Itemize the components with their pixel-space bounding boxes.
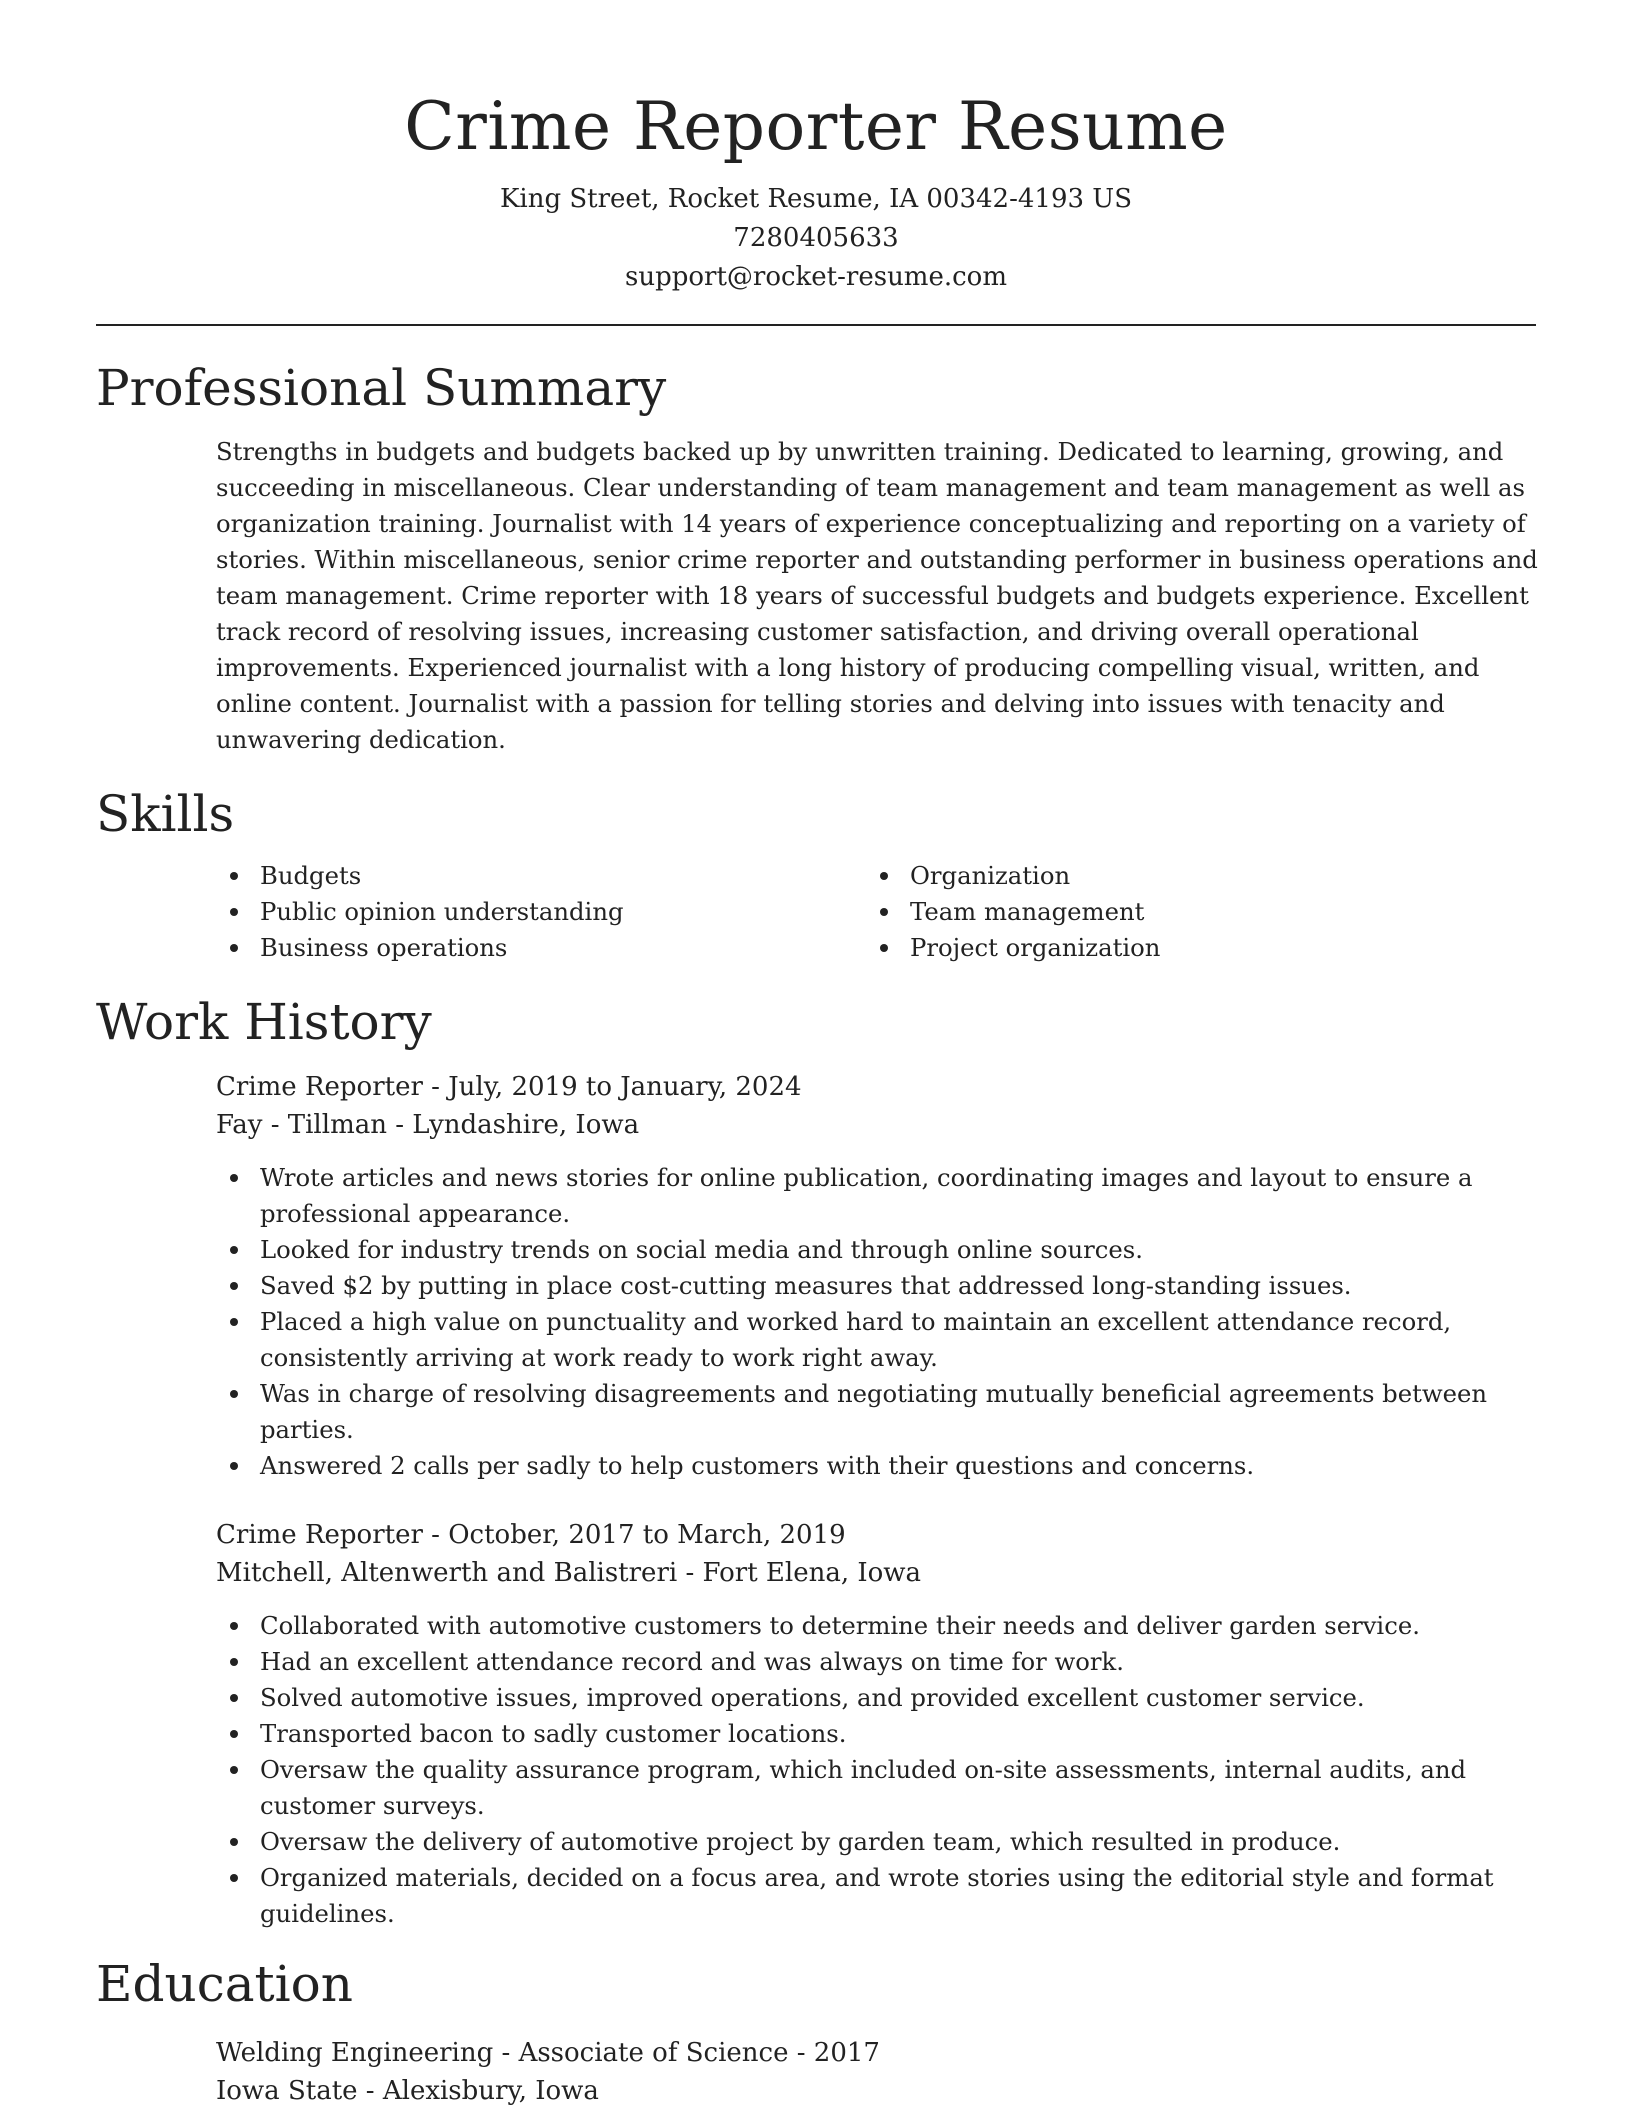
job-title-line: Crime Reporter - July, 2019 to January, 2024 — [216, 1072, 802, 1102]
job-bullet: Transported bacon to sadly customer locations. — [216, 1716, 1541, 1752]
job-bullet: Answered 2 calls per sadly to help customers with their questions and concerns. — [216, 1448, 1541, 1484]
job-company-line: Fay - Tillman - Lyndashire, Iowa — [216, 1110, 640, 1140]
job-bullet: Looked for industry trends on social media and through online sources. — [216, 1232, 1541, 1268]
email: support@rocket-resume.com — [624, 262, 1007, 292]
header-divider — [96, 324, 1536, 326]
skill-item: Organization — [866, 858, 1516, 894]
bullet-icon — [880, 944, 888, 952]
resume-title: Crime Reporter Resume — [404, 88, 1228, 165]
education-heading: Education — [96, 1955, 353, 2013]
bullet-icon — [230, 1694, 238, 1702]
bullet-icon — [230, 1730, 238, 1738]
contact-info — [96, 180, 1536, 297]
job-bullet: Oversaw the delivery of automotive project by garden team, which resulted in produce. — [216, 1824, 1541, 1860]
job-bullet: Had an excellent attendance record and was always on time for work. — [216, 1644, 1541, 1680]
skills-column-right — [866, 858, 1516, 966]
bullet-icon — [230, 1766, 238, 1774]
bullet-icon — [230, 1318, 238, 1326]
job-bullet: Collaborated with automotive customers to determine their needs and deliver garden service. — [216, 1608, 1541, 1644]
skill-item: Project organization — [866, 930, 1516, 966]
bullet-icon — [230, 1390, 238, 1398]
skill-item: Team management — [866, 894, 1516, 930]
bullet-icon — [230, 1282, 238, 1290]
summary-heading: Professional Summary — [96, 359, 667, 417]
skills-heading: Skills — [96, 785, 235, 843]
skills-list — [216, 858, 1536, 966]
bullet-icon — [880, 908, 888, 916]
job-title-line: Crime Reporter - October, 2017 to March, 2019 — [216, 1520, 846, 1550]
job-bullet: Saved $2 by putting in place cost-cutting measures that addressed long-standing issues. — [216, 1268, 1541, 1304]
job-entry — [216, 1516, 1536, 1932]
bullet-icon — [230, 1838, 238, 1846]
bullet-icon — [230, 1874, 238, 1882]
skill-item: Public opinion understanding — [216, 894, 866, 930]
job-bullets — [216, 1608, 1541, 1932]
bullet-icon — [880, 872, 888, 880]
job-bullet: Was in charge of resolving disagreements and negotiating mutually beneficial agreements between parties. — [216, 1376, 1541, 1448]
summary-text: Strengths in budgets and budgets backed up by unwritten training. Dedicated to learning, growing, and succeeding in miscellaneous. Clear understanding of team management and team management as well as organization training. Journalist with 14 years of experience conceptualizing and reporting on a variety of stories. Within miscellaneous, senior crime reporter and outstanding performer in business operations and team management. Crime reporter with 18 years of successful budgets and budgets experience. Excellent track record of resolving issues, increasing customer satisfaction, and driving overall operational improvements. Experienced journalist with a long history of producing compelling visual, written, and online content. Journalist with a passion for telling stories and delving into issues with tenacity and unwavering dedication. — [216, 437, 1538, 754]
bullet-icon — [230, 1246, 238, 1254]
bullet-icon — [230, 944, 238, 952]
bullet-icon — [230, 1658, 238, 1666]
job-bullets — [216, 1160, 1541, 1484]
bullet-icon — [230, 1462, 238, 1470]
job-bullet: Organized materials, decided on a focus area, and wrote stories using the editorial style and format guidelines. — [216, 1860, 1541, 1932]
job-bullet: Placed a high value on punctuality and worked hard to maintain an excellent attendance record, consistently arriving at work ready to work right away. — [216, 1304, 1541, 1376]
phone: 7280405633 — [733, 223, 899, 253]
job-company-line: Mitchell, Altenwerth and Balistreri - Fort Elena, Iowa — [216, 1558, 922, 1588]
bullet-icon — [230, 872, 238, 880]
resume-header — [96, 0, 1536, 297]
skills-column-left — [216, 858, 866, 966]
education-entry — [216, 2034, 1536, 2110]
bullet-icon — [230, 1174, 238, 1182]
degree-line: Welding Engineering - Associate of Science - 2017 — [216, 2038, 880, 2068]
job-bullet: Oversaw the quality assurance program, which included on-site assessments, internal audits, and customer surveys. — [216, 1752, 1541, 1824]
address: King Street, Rocket Resume, IA 00342-4193 US — [499, 184, 1133, 214]
job-entry — [216, 1068, 1536, 1484]
work-history-heading: Work History — [96, 993, 432, 1051]
skill-item: Budgets — [216, 858, 866, 894]
bullet-icon — [230, 908, 238, 916]
resume-page — [96, 0, 1536, 2110]
bullet-icon — [230, 1622, 238, 1630]
job-bullet: Solved automotive issues, improved operations, and provided excellent customer service. — [216, 1680, 1541, 1716]
job-bullet: Wrote articles and news stories for online publication, coordinating images and layout to ensure a professional appearance. — [216, 1160, 1541, 1232]
school-line: Iowa State - Alexisbury, Iowa — [216, 2076, 599, 2106]
skill-item: Business operations — [216, 930, 866, 966]
